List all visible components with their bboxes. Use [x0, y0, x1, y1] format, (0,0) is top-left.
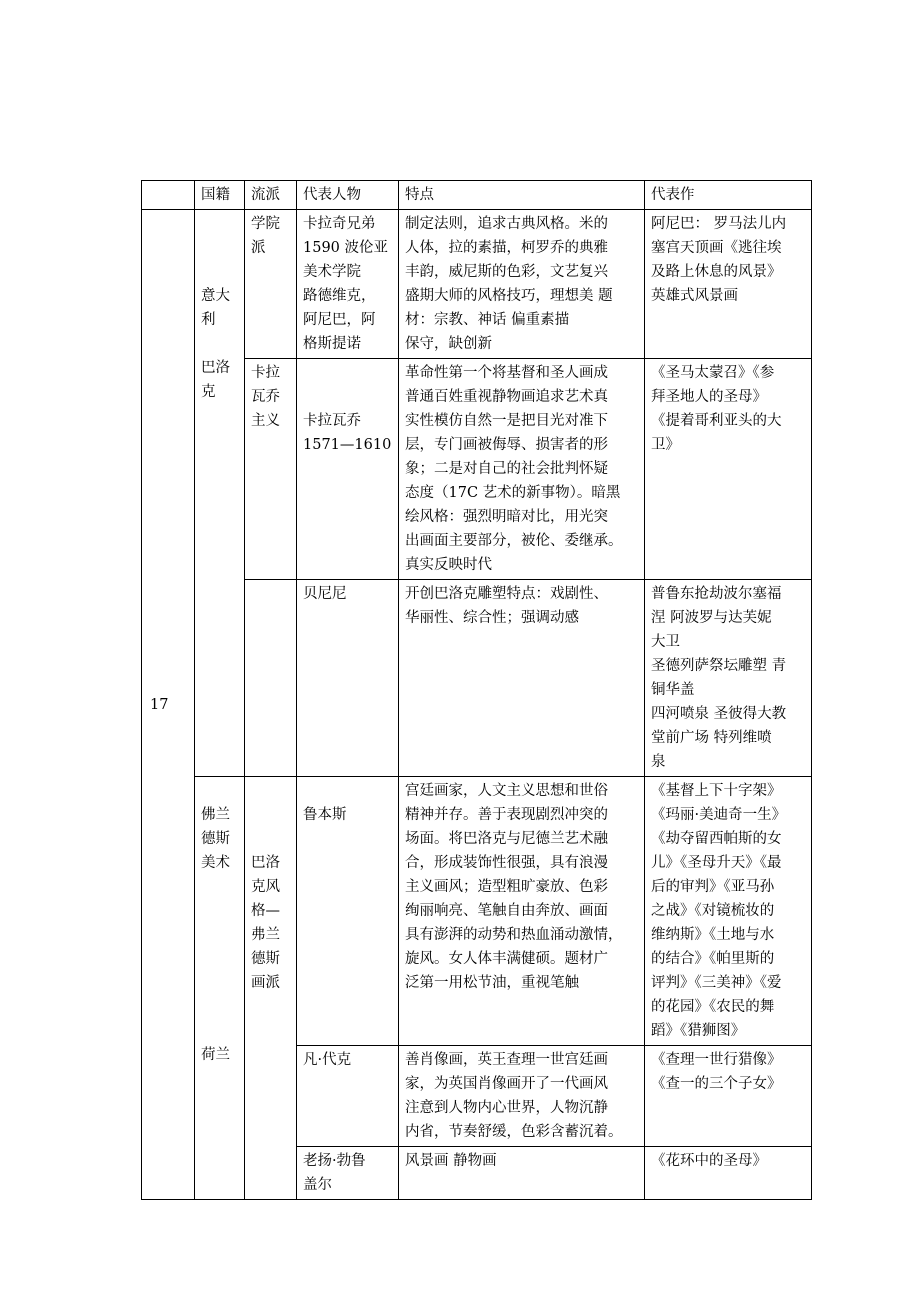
- nationality-line: 荷兰: [201, 1047, 230, 1063]
- people-cell: [297, 1147, 399, 1200]
- spacer: [201, 332, 238, 356]
- features-line: 制定法则，追求古典风格。米的: [405, 216, 608, 232]
- features-line: 象；二是对自己的社会批判怀疑: [405, 461, 608, 477]
- nationality-line: 意大: [201, 288, 230, 304]
- nationality-line: 利: [201, 312, 216, 328]
- people-line: 美术学院: [303, 264, 361, 280]
- works-line: 堂前广场 特列维喷: [651, 730, 772, 746]
- people-line: 路德维克，: [303, 288, 376, 304]
- features-line: 内省，节奏舒缓，色彩含蓄沉着。: [405, 1124, 623, 1140]
- people-cell: [297, 1046, 399, 1147]
- works-line: 《玛丽·美迪奇一生》: [651, 807, 787, 823]
- header-cell-people: 代表人物: [297, 181, 399, 210]
- header-cell-works: 代表作: [645, 181, 812, 210]
- school-line: 卡拉: [251, 365, 280, 381]
- features-line: 精神并存。善于表现剧烈冲突的: [405, 807, 608, 823]
- school-line: 瓦乔: [251, 389, 280, 405]
- school-line: 主义: [251, 413, 280, 429]
- features-line: 家，为英国肖像画开了一代画风: [405, 1076, 608, 1092]
- works-cell: [645, 1147, 812, 1200]
- people-line: 鲁本斯: [303, 807, 347, 823]
- features-line: 丰韵，威尼斯的色彩，文艺复兴: [405, 264, 608, 280]
- works-line: 《基督上下十字架》: [651, 783, 782, 799]
- people-line: [303, 361, 392, 385]
- nationality-cell-flanders-holland: [195, 777, 245, 1200]
- features-line: 场面。将巴洛克与尼德兰艺术融: [405, 831, 608, 847]
- works-line: 蹈》《猎狮图》: [651, 1023, 746, 1039]
- works-line: 《圣马太蒙召》《参: [651, 365, 775, 381]
- people-cell: [297, 777, 399, 1046]
- features-line: 人体，拉的素描，柯罗乔的典雅: [405, 240, 608, 256]
- works-cell: [645, 210, 812, 359]
- works-cell: [645, 1046, 812, 1147]
- features-line: 态度（17C 艺术的新事物）。暗黑: [405, 485, 621, 501]
- nationality-line: 美术: [201, 855, 230, 871]
- works-line: 《提着哥利亚头的大: [651, 413, 782, 429]
- works-line: 塞宫天顶画《逃往埃: [651, 240, 782, 256]
- works-line: 之战》《对镜梳妆的: [651, 903, 775, 919]
- features-line: 开创巴洛克雕塑特点：戏剧性、: [405, 586, 608, 602]
- school-cell-academy: [245, 210, 297, 359]
- works-line: 评判》《三美神》《爱: [651, 975, 782, 991]
- features-line: 泛第一用松节油，重视笔触: [405, 975, 579, 991]
- school-cell-caravaggism: [245, 359, 297, 580]
- century-cell: 17: [142, 210, 195, 1200]
- school-line: 克风: [251, 879, 280, 895]
- works-line: 《花环中的圣母》: [651, 1153, 767, 1169]
- features-line: 盛期大师的风格技巧，理想美 题: [405, 288, 613, 304]
- people-line: 卡拉瓦乔: [303, 413, 361, 429]
- school-line: 画派: [251, 975, 280, 991]
- header-cell-blank: [142, 181, 195, 210]
- features-cell: [399, 777, 645, 1046]
- features-line: 风景画 静物画: [405, 1153, 497, 1169]
- nationality-line: [201, 779, 238, 803]
- works-cell: [645, 777, 812, 1046]
- people-cell: [297, 359, 399, 580]
- features-line: 普通百姓重视静物画追求艺术真: [405, 389, 608, 405]
- people-line: 老扬·勃鲁: [303, 1153, 366, 1169]
- people-line: 盖尔: [303, 1177, 332, 1193]
- art-history-table: [141, 180, 812, 1200]
- features-cell: [399, 210, 645, 359]
- works-line: 儿》《圣母升天》《最: [651, 855, 782, 871]
- people-line: 1590 波伦亚: [303, 240, 389, 256]
- table-row: [142, 210, 812, 359]
- features-line: 宫廷画家，人文主义思想和世俗: [405, 783, 608, 799]
- people-line: [303, 385, 392, 409]
- people-line: 贝尼尼: [303, 586, 347, 602]
- works-line: 卫》: [651, 437, 680, 453]
- features-line: 绘风格：强烈明暗对比，用光突: [405, 509, 608, 525]
- nationality-line: 佛兰: [201, 807, 230, 823]
- features-line: 善肖像画，英王查理一世宫廷画: [405, 1052, 608, 1068]
- features-line: 具有澎湃的动势和热血涌动激情，: [405, 927, 623, 943]
- features-line: 实性模仿自然一是把目光对准下: [405, 413, 608, 429]
- works-line: 四河喷泉 圣彼得大教: [651, 706, 787, 722]
- works-line: 《查理一世行猎像》: [651, 1052, 782, 1068]
- works-line: 阿尼巴： 罗马法儿内: [651, 216, 787, 232]
- works-line: 泉: [651, 754, 666, 770]
- works-line: 大卫: [651, 634, 680, 650]
- works-line: 后的审判》《亚马孙: [651, 879, 775, 895]
- people-line: 卡拉奇兄弟: [303, 216, 376, 232]
- features-line: 保守，缺创新: [405, 336, 492, 352]
- works-line: 维纳斯》《土地与水: [651, 927, 775, 943]
- features-line: 注意到人物内心世界，人物沉静: [405, 1100, 608, 1116]
- nationality-line: 克: [201, 384, 216, 400]
- school-line: 派: [251, 240, 266, 256]
- school-line: 弗兰: [251, 927, 280, 943]
- works-line: 的结合》《帕里斯的: [651, 951, 775, 967]
- works-line: 圣德列萨祭坛雕塑 青: [651, 658, 787, 674]
- features-line: 绚丽响亮、笔触自由奔放、画面: [405, 903, 608, 919]
- features-line: 旋风。女人体丰满健硕。题材广: [405, 951, 608, 967]
- school-line: 格—: [251, 903, 280, 919]
- works-line: 《查一的三个子女》: [651, 1076, 782, 1092]
- school-line: [251, 779, 290, 803]
- features-line: 华丽性、综合性；强调动感: [405, 610, 579, 626]
- table-row: [142, 777, 812, 1046]
- people-line: 格斯提诺: [303, 336, 361, 352]
- header-cell-features: 特点: [399, 181, 645, 210]
- people-cell: [297, 210, 399, 359]
- features-cell: [399, 580, 645, 777]
- people-line: 1571—1610: [303, 437, 392, 453]
- features-line: 材：宗教、神话 偏重素描: [405, 312, 570, 328]
- people-line: 凡·代克: [303, 1052, 352, 1068]
- works-line: 拜圣地人的圣母》: [651, 389, 767, 405]
- school-cell-flemish-baroque: [245, 777, 297, 1200]
- features-line: 出画面主要部分，被伦、委继承。: [405, 533, 623, 549]
- school-line: 德斯: [251, 951, 280, 967]
- works-line: 普鲁东抢劫波尔塞福: [651, 586, 782, 602]
- features-cell: [399, 1147, 645, 1200]
- features-line: 主义画风；造型粗旷豪放、色彩: [405, 879, 608, 895]
- works-line: 及路上休息的风景》: [651, 264, 782, 280]
- spacer: [201, 875, 238, 1043]
- table-header-row: [142, 181, 812, 210]
- works-line: 的花园》《农民的舞: [651, 999, 775, 1015]
- people-line: 阿尼巴，阿: [303, 312, 376, 328]
- features-line: 层，专门画被侮辱、损害者的形: [405, 437, 608, 453]
- works-line: 《劫夺留西帕斯的女: [651, 831, 782, 847]
- nationality-line: 德斯: [201, 831, 230, 847]
- features-line: 合，形成装饰性很强，具有浪漫: [405, 855, 608, 871]
- features-cell: [399, 359, 645, 580]
- works-cell: [645, 359, 812, 580]
- features-line: 革命性第一个将基督和圣人画成: [405, 365, 608, 381]
- nationality-cell-italy-baroque: [195, 210, 245, 777]
- school-cell-empty: [245, 580, 297, 777]
- works-cell: [645, 580, 812, 777]
- school-line: [251, 803, 290, 827]
- school-line: [251, 827, 290, 851]
- nationality-line: 巴洛: [201, 360, 230, 376]
- school-line: 巴洛: [251, 855, 280, 871]
- features-line: 真实反映时代: [405, 557, 492, 573]
- works-line: 涅 阿波罗与达芙妮: [651, 610, 772, 626]
- header-cell-nationality: 国籍: [195, 181, 245, 210]
- header-cell-school: 流派: [245, 181, 297, 210]
- works-line: 英雄式风景画: [651, 288, 738, 304]
- people-line: [303, 779, 392, 803]
- works-line: 铜华盖: [651, 682, 695, 698]
- school-line: 学院: [251, 216, 280, 232]
- features-cell: [399, 1046, 645, 1147]
- people-cell: [297, 580, 399, 777]
